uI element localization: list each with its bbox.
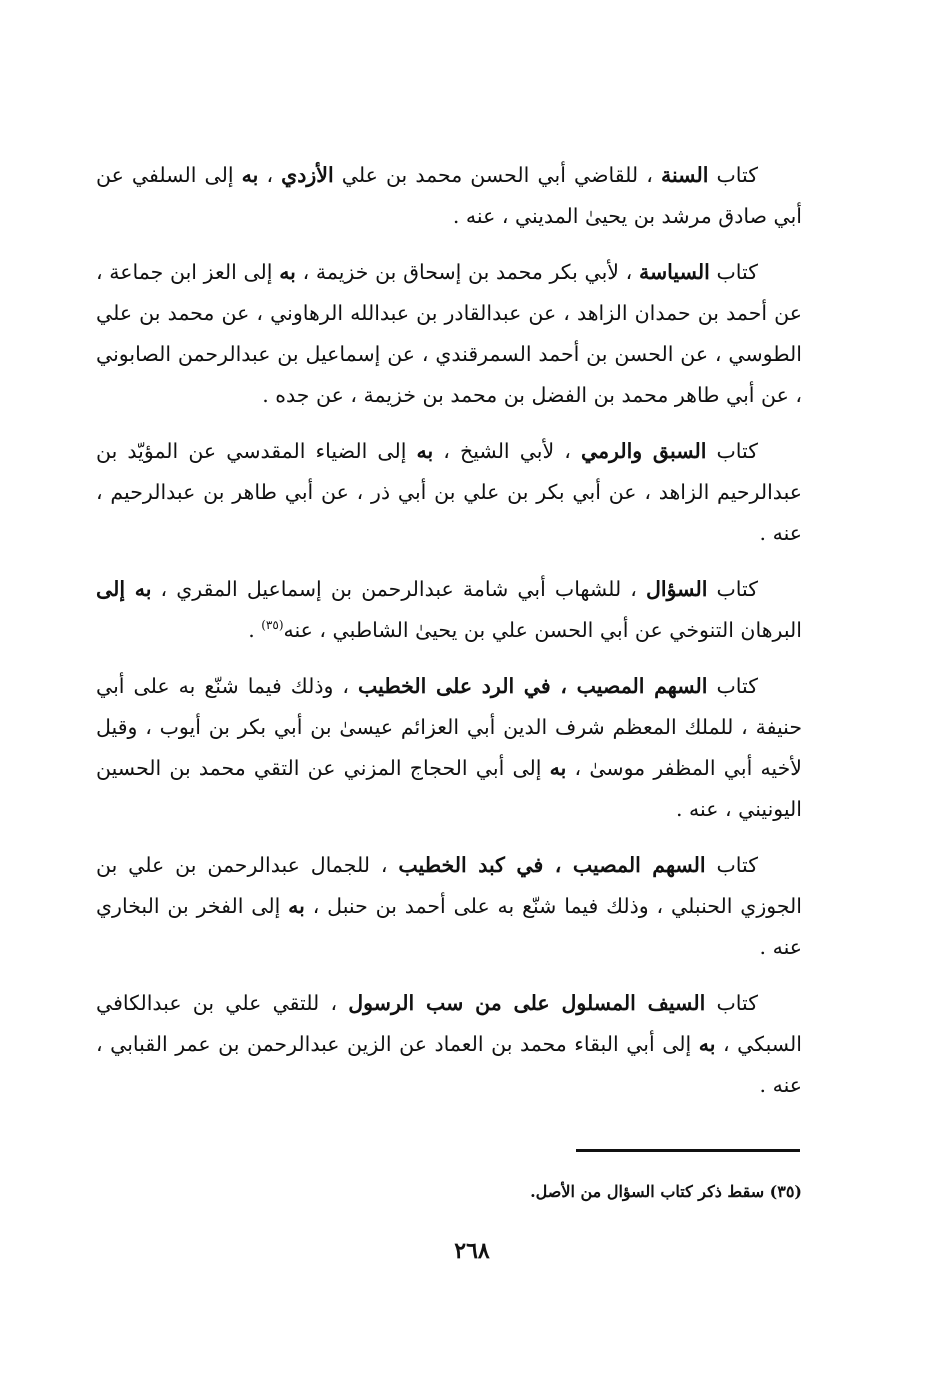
entry-text: ، للقاضي أبي الحسن محمد بن علي — [333, 163, 661, 187]
entry-text: إلى السلفي عن أبي صادق مرشد بن يحيىٰ المديني ، عنه . — [96, 163, 802, 228]
entry-prefix: كتاب — [708, 163, 758, 187]
entry-text: ، وذلك فيما شنّع به على أبي حنيفة ، للملك المعظم شرف الدين أبي العزائم عيسىٰ بن أبي بكر بن أيوب ، وقيل لأخيه أبي المظفر موسىٰ ، — [96, 674, 802, 780]
footnote-divider — [576, 1149, 800, 1152]
book-title: السيف المسلول على من سب الرسول — [348, 991, 706, 1015]
entry-text: . — [248, 618, 262, 642]
entry-prefix: كتاب — [705, 853, 758, 877]
entry-kitab-al-sahm-1 — [96, 666, 802, 830]
page-body — [96, 155, 802, 1121]
chain-marker: به — [698, 1032, 716, 1056]
chain-marker: به — [416, 439, 434, 463]
chain-marker: به — [288, 894, 305, 918]
footnote: (٣٥) سقط ذكر كتاب السؤال من الأصل. — [530, 1182, 802, 1201]
entry-kitab-al-siyasa — [96, 252, 802, 416]
footnote-reference: (٣٥) — [261, 618, 284, 633]
entry-kitab-al-sahm-2 — [96, 845, 802, 968]
entry-text: إلى أبي البقاء محمد بن العماد عن الزين عبدالرحمن بن عمر القبابي ، عنه . — [96, 1032, 802, 1097]
chain-marker: به إلى — [96, 577, 152, 601]
entry-prefix: كتاب — [709, 260, 758, 284]
entry-text: إلى العز ابن جماعة ، عن أحمد بن حمدان الزاهد ، عن عبدالقادر بن عبدالله الرهاوني ، عن محمد بن علي الطوسي ، عن الحسن بن أحمد السمرقندي ، عن إسماعيل بن عبدالرحمن الصابوني ، عن أبي طاهر محمد بن الفضل بن محمد بن خزيمة ، عن جده . — [96, 260, 802, 407]
book-title: السهم المصيب ، في كبد الخطيب — [398, 853, 706, 877]
chain-marker: به — [279, 260, 296, 284]
page-number: ٢٦٨ — [454, 1238, 490, 1264]
entry-text: ، للجمال عبدالرحمن بن علي بن الجوزي الحنبلي ، وذلك فيما شنّع به على أحمد بن حنبل ، — [96, 853, 802, 918]
book-title: السياسة — [638, 260, 710, 284]
book-title: السبق والرمي — [580, 439, 707, 463]
entry-prefix: كتاب — [707, 674, 758, 698]
entry-prefix: كتاب — [706, 439, 758, 463]
entry-bold-term: الأزدي — [281, 163, 334, 187]
entry-text: إلى الضياء المقدسي عن المؤيّد بن عبدالرحيم الزاهد ، عن أبي بكر بن علي بن أبي ذر ، عن أبي طاهر بن عبدالرحيم ، عنه . — [96, 439, 802, 545]
book-title: السؤال — [646, 577, 708, 601]
entry-text: ، لأبي الشيخ ، — [433, 439, 581, 463]
chain-marker: به — [549, 756, 567, 780]
book-title: السهم المصيب ، في الرد على الخطيب — [358, 674, 708, 698]
entry-prefix: كتاب — [707, 577, 758, 601]
entry-kitab-al-sual — [96, 569, 802, 651]
entry-text: ، لأبي بكر محمد بن إسحاق بن خزيمة ، — [295, 260, 639, 284]
entry-prefix: كتاب — [705, 991, 758, 1015]
entry-text: إلى الفخر بن البخاري عنه . — [96, 894, 802, 959]
chain-marker: به — [241, 163, 259, 187]
entry-text: إلى أبي الحجاج المزني عن التقي محمد بن الحسين اليونيني ، عنه . — [96, 756, 802, 821]
entry-text: ، للشهاب أبي شامة عبدالرحمن بن إسماعيل المقري ، — [151, 577, 646, 601]
entry-kitab-al-sabq — [96, 431, 802, 554]
entry-text: ، للتقي علي بن عبدالكافي السبكي ، — [96, 991, 802, 1056]
entry-text: البرهان التنوخي عن أبي الحسن علي بن يحيىٰ الشاطبي ، عنه — [283, 618, 802, 642]
entry-kitab-al-sayf — [96, 983, 802, 1106]
entry-kitab-al-sunna — [96, 155, 802, 237]
book-title: السنة — [661, 163, 709, 187]
entry-separator: ، — [258, 163, 282, 187]
